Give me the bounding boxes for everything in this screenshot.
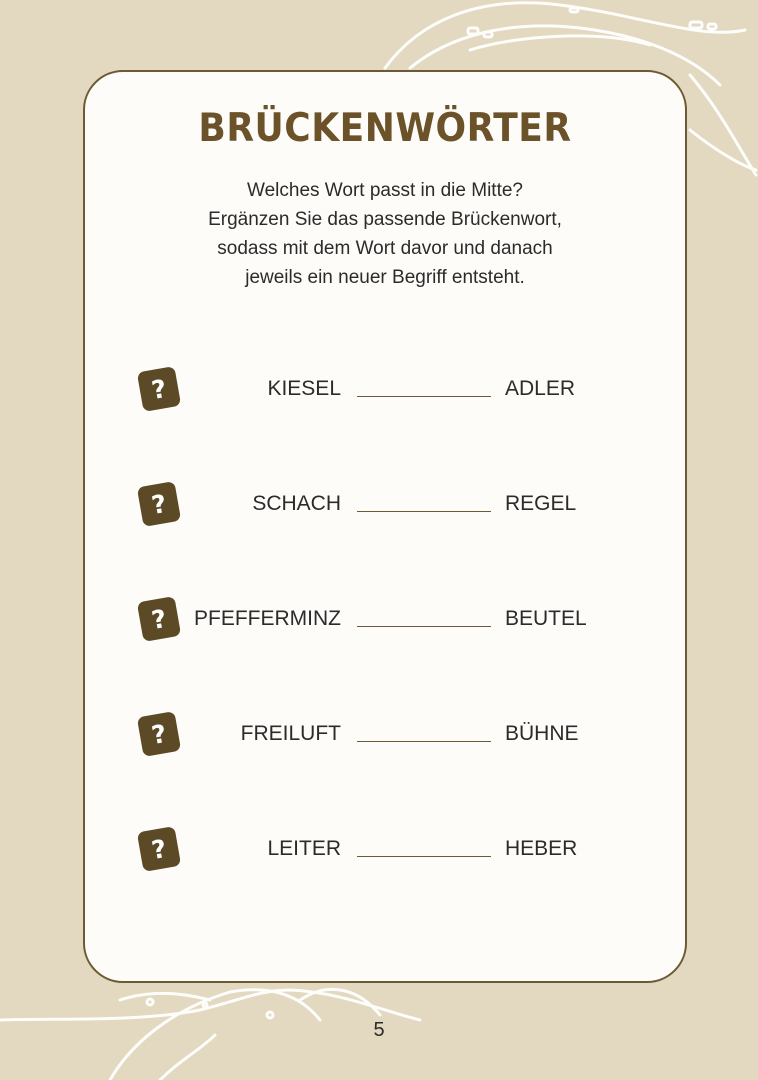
answer-blank[interactable] [357, 741, 491, 742]
page-number: 5 [373, 1019, 385, 1041]
right-word: HEBER [505, 837, 578, 860]
svg-text:?: ? [149, 373, 169, 406]
answer-blank[interactable] [357, 856, 491, 857]
svg-text:?: ? [149, 488, 169, 521]
left-word: KIESEL [267, 377, 341, 400]
right-word: BÜHNE [505, 722, 579, 745]
instruction-line: Ergänzen Sie das passende Brückenwort, [208, 209, 562, 230]
instructions [85, 176, 685, 292]
instruction-line: Welches Wort passt in die Mitte? [247, 180, 523, 201]
svg-text:?: ? [149, 718, 169, 751]
puzzle-row-3 [85, 595, 685, 647]
puzzle-row-4 [85, 710, 685, 762]
left-word: PFEFFERMINZ [194, 607, 341, 630]
page-title: BRÜCKENWÖRTER [198, 106, 572, 151]
left-word: SCHACH [252, 492, 341, 515]
puzzle-row-2 [85, 480, 685, 532]
answer-blank[interactable] [357, 511, 491, 512]
instruction-line: jeweils ein neuer Begriff entsteht. [245, 267, 525, 288]
answer-blank[interactable] [357, 626, 491, 627]
question-mark-icon [136, 480, 182, 528]
question-mark-icon [136, 365, 182, 413]
left-word: FREILUFT [240, 722, 341, 745]
answer-blank[interactable] [357, 396, 491, 397]
svg-text:?: ? [149, 833, 169, 866]
question-mark-icon [136, 710, 182, 758]
puzzle-card [83, 70, 687, 983]
instruction-line: sodass mit dem Wort davor und danach [217, 238, 553, 259]
left-word: LEITER [267, 837, 341, 860]
puzzle-row-5 [85, 825, 685, 877]
svg-text:?: ? [149, 603, 169, 636]
question-mark-icon [136, 595, 182, 643]
puzzle-row-1 [85, 365, 685, 417]
right-word: REGEL [505, 492, 577, 515]
right-word: BEUTEL [505, 607, 587, 630]
question-mark-icon [136, 825, 182, 873]
right-word: ADLER [505, 377, 576, 400]
